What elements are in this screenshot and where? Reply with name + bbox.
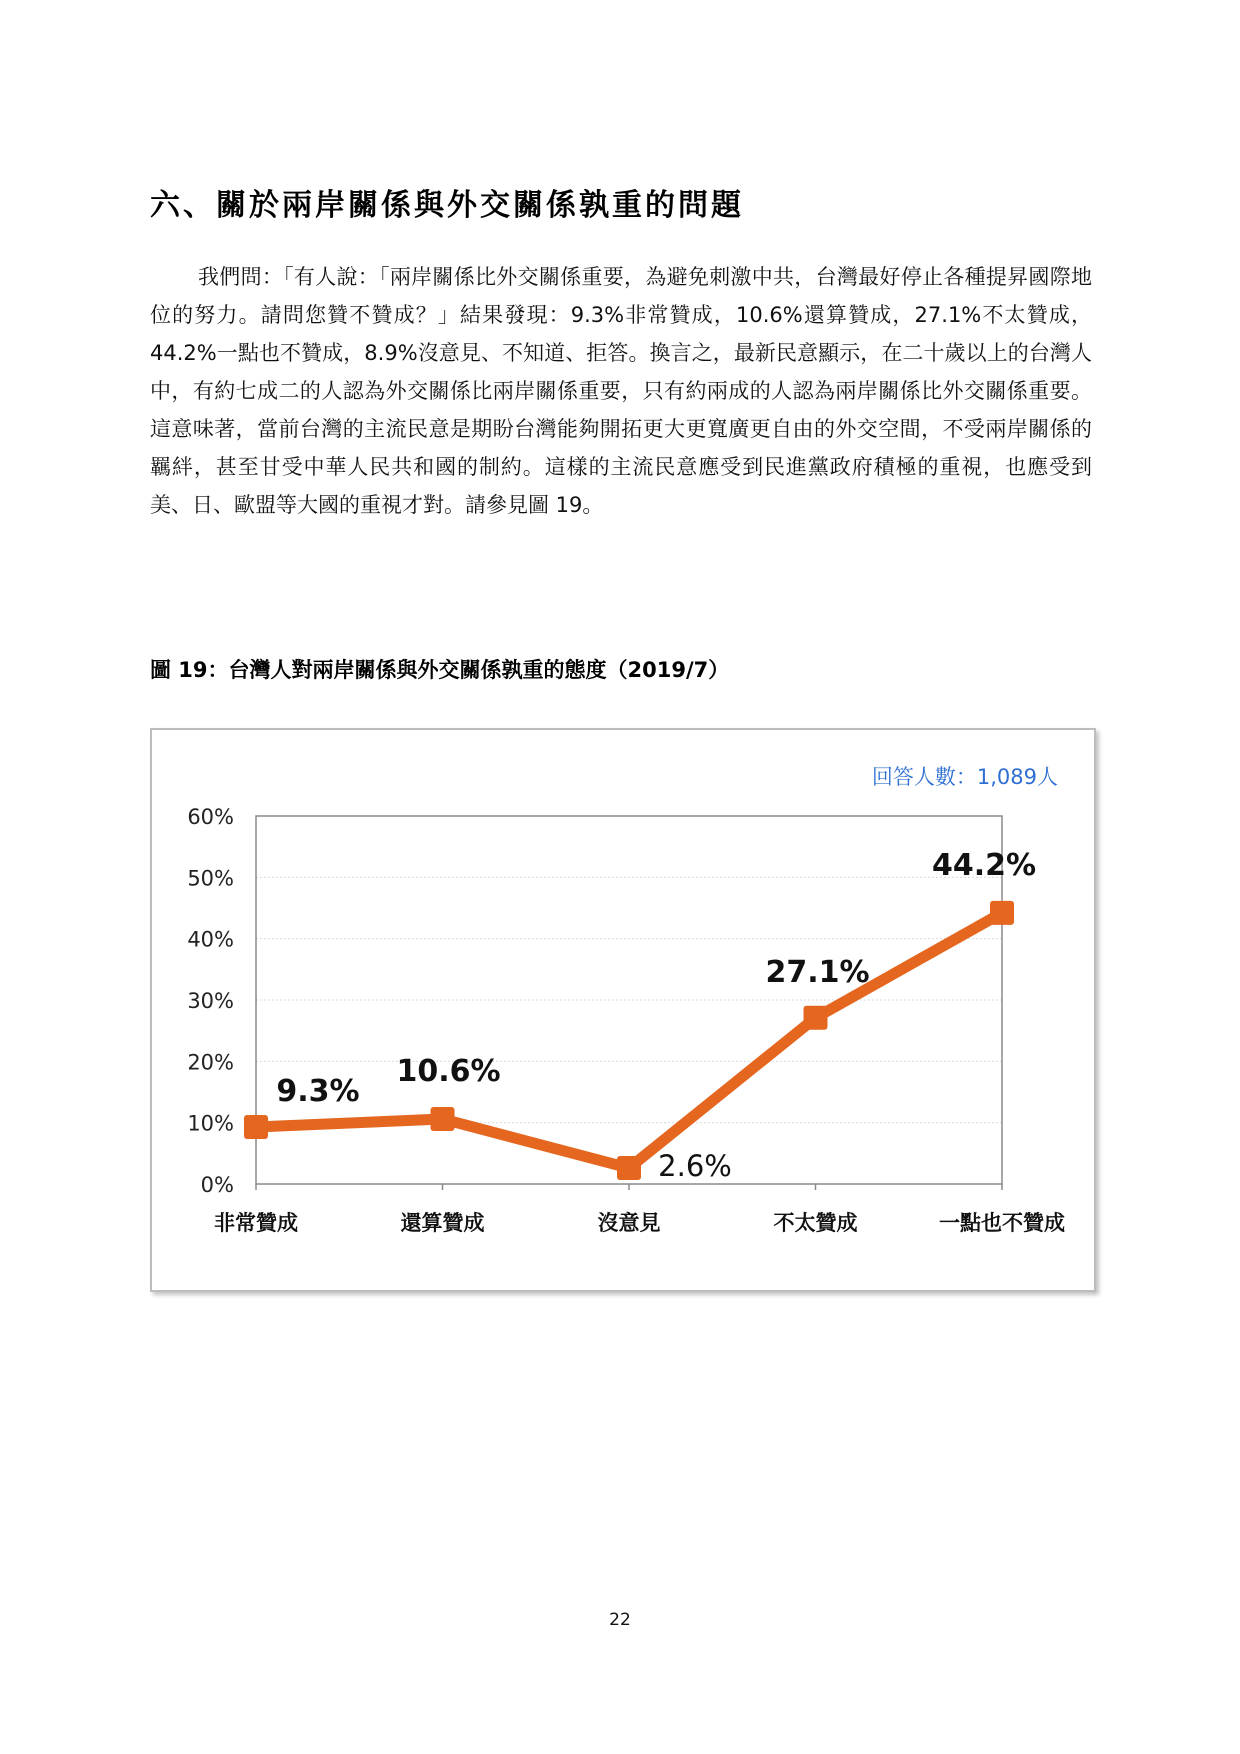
respondent-count-annotation: 回答人數：1,089人 xyxy=(871,765,1058,789)
y-tick-label: 10% xyxy=(187,1111,234,1136)
x-category-label: 沒意見 xyxy=(597,1211,661,1235)
data-value-label: 2.6% xyxy=(658,1149,732,1184)
data-value-label: 27.1% xyxy=(765,954,870,990)
data-point-marker xyxy=(804,1006,828,1030)
series-line xyxy=(256,913,1002,1168)
y-tick-label: 30% xyxy=(187,989,234,1013)
y-tick-label: 40% xyxy=(187,927,234,952)
data-point-marker xyxy=(431,1107,455,1131)
data-value-label: 44.2% xyxy=(931,847,1037,883)
x-category-label: 不太贊成 xyxy=(773,1211,858,1235)
data-value-label: 10.6% xyxy=(396,1053,501,1089)
y-tick-label: 50% xyxy=(187,866,234,891)
body-paragraph: 我們問：「有人說：「兩岸關係比外交關係重要，為避免刺激中共，台灣最好停止各種提昇國際地位的努力。請問您贊不贊成？」結果發現：9.3%非常贊成，10.6%還算贊成，27.1%不太贊成，44.2%一點也不贊成，8.9%沒意見、不知道、拒答。換言之，最新民意顯示，在二十歲以上的台灣人中，有約七成二的人認為外交關係比兩岸關係重要，只有約兩成的人認為兩岸關係比外交關係重要。這意味著，當前台灣的主流民意是期盼台灣能夠開拓更大更寬廣更自由的外交空間，不受兩岸關係的羈絆，甚至甘受中華人民共和國的制約。這樣的主流民意應受到民進黨政府積極的重視，也應受到美、日、歐盟等大國的重視才對。請參見圖 19。 xyxy=(150,265,1092,517)
figure-caption: 圖 19：台灣人對兩岸關係與外交關係孰重的態度（2019/7） xyxy=(150,658,730,682)
section-title: 六、關於兩岸關係與外交關係孰重的問題 xyxy=(150,188,744,223)
line-chart xyxy=(152,730,1094,1290)
y-tick-label: 0% xyxy=(200,1173,234,1197)
data-value-label: 9.3% xyxy=(276,1073,360,1109)
data-point-marker xyxy=(990,901,1014,925)
chart-frame xyxy=(150,728,1096,1292)
y-tick-label: 60% xyxy=(187,805,234,829)
x-category-label: 非常贊成 xyxy=(214,1211,298,1235)
y-tick-label: 20% xyxy=(187,1050,234,1075)
x-category-label: 一點也不贊成 xyxy=(939,1211,1065,1235)
data-point-marker xyxy=(617,1156,641,1180)
data-point-marker xyxy=(244,1115,268,1139)
page-number: 22 xyxy=(609,1610,631,1630)
x-category-label: 還算贊成 xyxy=(400,1211,485,1235)
